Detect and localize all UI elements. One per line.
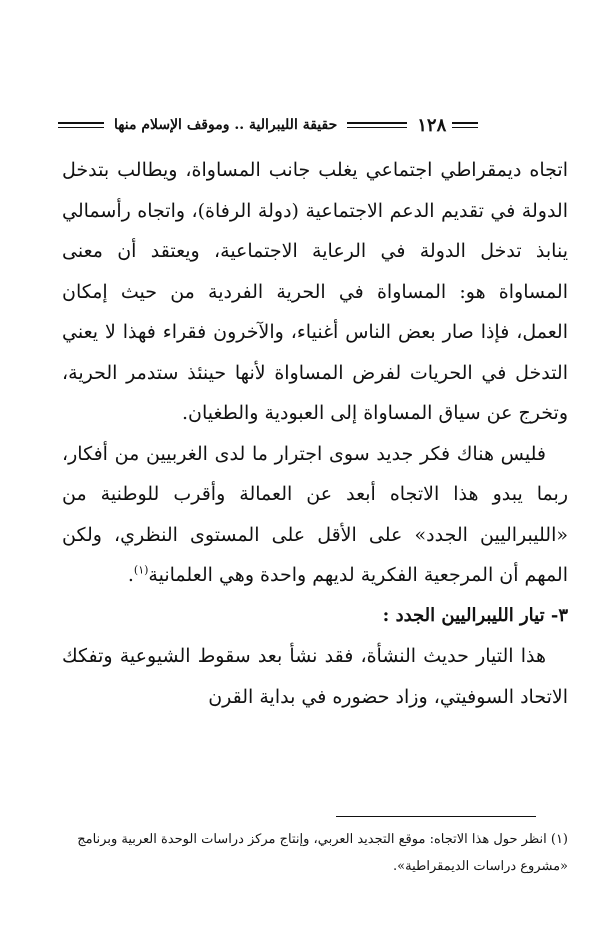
header-rule-right (452, 122, 478, 128)
header-rule-left-2 (84, 122, 104, 128)
section-heading: ٣- تيار الليبراليين الجدد : (382, 604, 568, 626)
footnote-1: (١) انظر حول هذا الاتجاه: موقع التجديد العربي، وإنتاج مركز دراسات الوحدة العربية وبرنامج «مشروع دراسات الديمقراطية». (77, 832, 568, 874)
running-title: حقيقة الليبرالية .. وموقف الإسلام منها (114, 117, 338, 133)
page-number: ١٢٨ (417, 114, 447, 136)
header-rule-left (58, 122, 84, 128)
footnotes (62, 826, 568, 880)
paragraph-1: اتجاه ديمقراطي اجتماعي يغلب جانب المساواة، ويطالب بتدخل الدولة في تقديم الدعم الاجتماعية (دولة الرفاة)، واتجاه رأسمالي ينابذ تدخل الدولة في الرعاية الاجتماعية، ويعتقد أن معنى المساواة هو: المساواة في الحرية الفردية من حيث إمكان العمل، فإذا صار بعض الناس أغنياء، والآخرون فقراء فهذا لا يعني التدخل في الحريات لفرض المساواة لأنها حينئذ ستدمر الحرية، وتخرج عن سياق المساواة إلى العبودية والطغيان. (62, 159, 568, 424)
page-header (52, 112, 576, 138)
paragraph-3: هذا التيار حديث النشأة، فقد نشأ بعد سقوط الشيوعية وتفكك الاتحاد السوفيتي، وزاد حضوره في بداية القرن (62, 645, 568, 708)
paragraph-2-end: . (127, 564, 134, 586)
footnote-ref-1: (١) (133, 563, 149, 577)
footnote-divider (336, 816, 536, 817)
paragraph-2-text: فليس هناك فكر جديد سوى اجترار ما لدى الغربيين من أفكار، ربما يبدو هذا الاتجاه أبعد عن العمالة وأقرب للوطنية من «الليبراليين الجدد» على الأقل على المستوى النظري، ولكن المهم أن المرجعية الفكرية لديهم واحدة وهي العلمانية (62, 442, 568, 586)
header-rule-middle (347, 122, 407, 128)
paragraph-2 (62, 434, 568, 596)
body-text (62, 150, 568, 717)
